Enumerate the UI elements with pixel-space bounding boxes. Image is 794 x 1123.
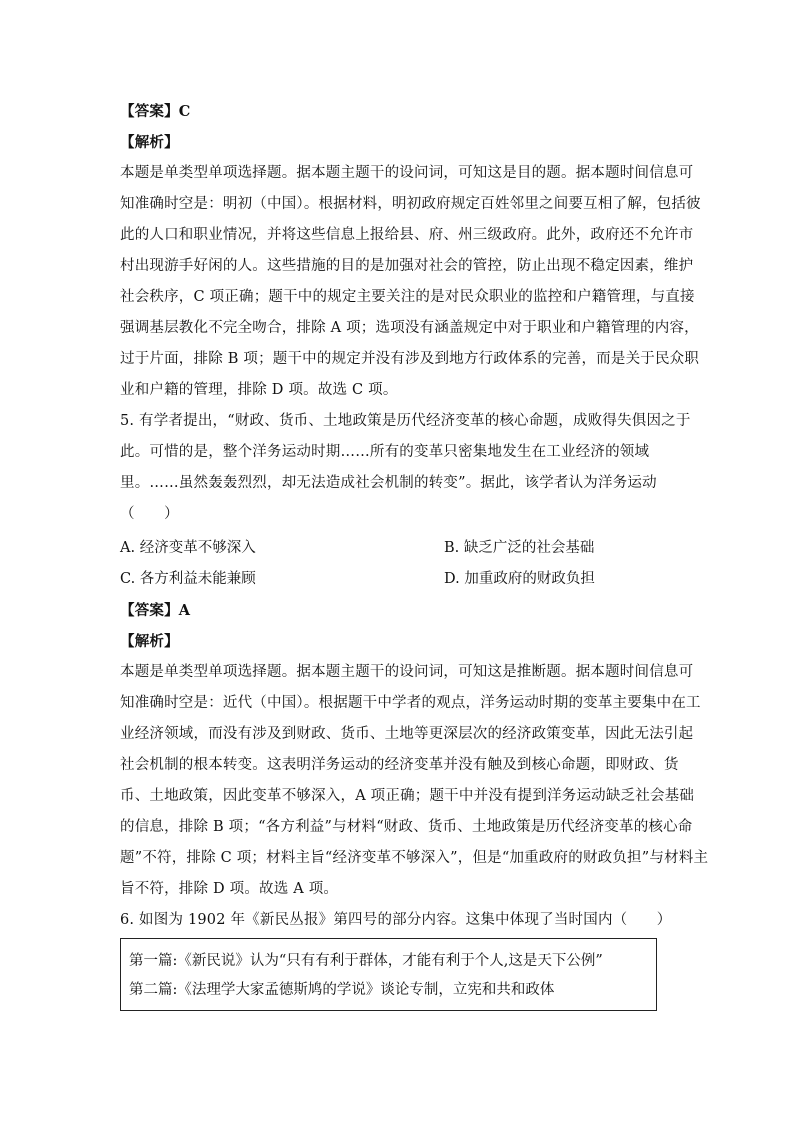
q4-analysis-line: 强调基层教化不完全吻合，排除 A 项；选项没有涵盖规定中对于职业和户籍管理的内容， <box>120 320 699 336</box>
q5-option-b: B. 缺乏广泛的社会基础 <box>444 540 595 556</box>
q6-material-line: 第二篇:《法理学大家孟德斯鸠的学说》谈论专制，立宪和共和政体 <box>129 982 555 998</box>
q5-stem-line: 里。……虽然轰轰烈烈，却无法造成社会机制的转变”。据此，该学者认为洋务运动 <box>120 475 657 491</box>
q6-material-line: 第一篇:《新民说》认为“只有有利于群体，才能有利于个人,这是天下公例” <box>129 953 603 969</box>
q5-analysis-line: 业经济领域，而没有涉及到财政、货币、土地等更深层次的经济政策变革，因此无法引起 <box>120 726 694 742</box>
q5-analysis-line: 社会机制的根本转变。这表明洋务运动的经济变革并没有触及到核心命题，即财政、货 <box>120 757 679 773</box>
q5-analysis-line: 本题是单类型单项选择题。据本题主题干的设问词，可知这是推断题。据本题时间信息可 <box>120 664 694 680</box>
q4-analysis-line: 村出现游手好闲的人。这些措施的目的是加强对社会的管控，防止出现不稳定因素，维护 <box>120 258 694 274</box>
q5-answer: 【答案】A <box>120 602 191 619</box>
q5-answer-blank: （ ） <box>120 506 179 522</box>
q5-option-a: A. 经济变革不够深入 <box>120 540 256 556</box>
q5-analysis-line: 题”不符，排除 C 项；材料主旨“经济变革不够深入”，但是“加重政府的财政负担”与材料主 <box>120 850 709 866</box>
q5-option-d: D. 加重政府的财政负担 <box>444 571 595 587</box>
q6-material-box <box>120 938 657 1011</box>
q4-analysis-line: 本题是单类型单项选择题。据本题主题干的设问词，可知这是目的题。据本题时间信息可 <box>120 165 694 181</box>
q5-analysis-line: 知准确时空是：近代（中国）。根据题干中学者的观点，洋务运动时期的变革主要集中在工 <box>120 695 701 711</box>
q4-analysis-line: 此的人口和职业情况，并将这些信息上报给县、府、州三级政府。此外，政府还不允许市 <box>120 227 694 243</box>
q4-answer: 【答案】C <box>120 103 191 120</box>
q5-option-c: C. 各方利益未能兼顾 <box>120 571 256 587</box>
q5-stem-line: 此。可惜的是，整个洋务运动时期……所有的变革只密集地发生在工业经济的领域 <box>120 444 650 460</box>
q4-analysis-line: 业和户籍的管理，排除 D 项。故选 C 项。 <box>120 382 398 398</box>
q4-analysis-label: 【解析】 <box>120 134 179 151</box>
q6-stem: 6. 如图为 1902 年《新民丛报》第四号的部分内容。这集中体现了当时国内（ ） <box>120 912 672 928</box>
q5-stem-line: 5. 有学者提出，“财政、货币、土地政策是历代经济变革的核心命题，成败得失俱因之于 <box>120 413 691 429</box>
q4-analysis-line: 知准确时空是：明初（中国）。根据材料，明初政府规定百姓邻里之间要互相了解，包括彼 <box>120 196 701 212</box>
q5-analysis-line: 币、土地政策，因此变革不够深入，A 项正确；题干中并没有提到洋务运动缺乏社会基础 <box>120 788 695 804</box>
q5-analysis-line: 的信息，排除 B 项；“各方利益”与材料“财政、货币、土地政策是历代经济变革的核心命 <box>120 819 693 835</box>
q4-analysis-line: 社会秩序，C 项正确；题干中的规定主要关注的是对民众职业的监控和户籍管理，与直接 <box>120 289 695 305</box>
q5-analysis-line: 旨不符，排除 D 项。故选 A 项。 <box>120 881 339 897</box>
q5-analysis-label: 【解析】 <box>120 633 179 650</box>
q4-analysis-line: 过于片面，排除 B 项；题干中的规定并没有涉及到地方行政体系的完善，而是关于民众职 <box>120 351 700 367</box>
